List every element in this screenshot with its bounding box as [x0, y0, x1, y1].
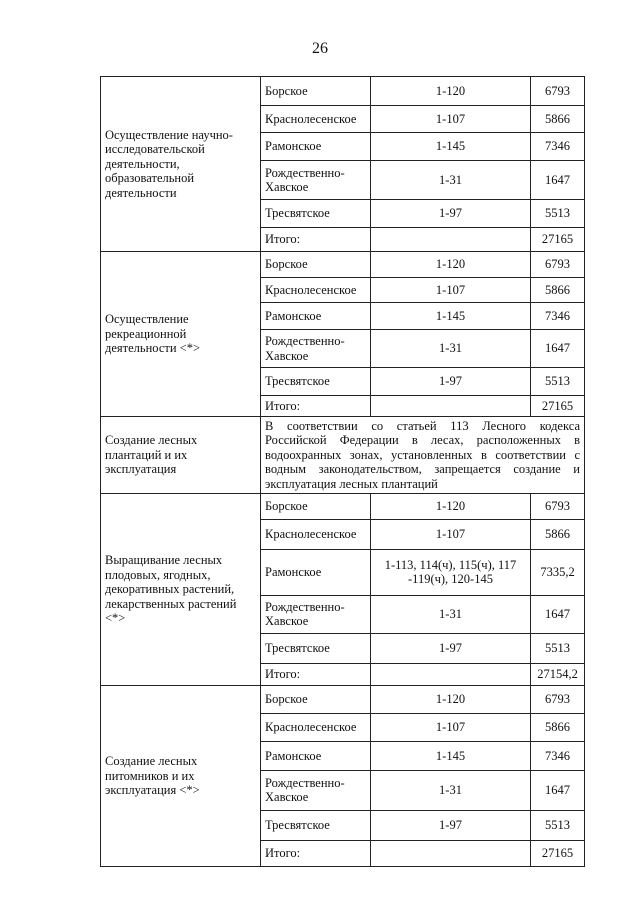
area-cell: 5866 [531, 713, 585, 741]
area-cell: 5513 [531, 633, 585, 663]
quarters-cell [371, 663, 531, 685]
area-cell: 6793 [531, 252, 585, 278]
area-cell: 1647 [531, 595, 585, 633]
forestry-cell: Рождественно-Хавское [261, 161, 371, 200]
activity-cell: Создание лесных питомников и их эксплуатация <*> [101, 685, 261, 866]
note-cell: В соответствии со статьей 113 Лесного кодекса Российской Федерации в лесах, расположенных в водоохранных зонах, установленных в соответствии с водным законодательством, запрещается создание и эксплуатация лесных плантаций [261, 417, 585, 494]
quarters-cell: 1-120 [371, 493, 531, 519]
quarters-cell: 1-120 [371, 252, 531, 278]
page-number: 26 [312, 40, 328, 57]
table-row [101, 417, 585, 494]
forestry-cell: Тресвятское [261, 810, 371, 840]
area-cell: 7346 [531, 303, 585, 330]
area-cell: 5513 [531, 368, 585, 396]
activity-cell: Создание лесных плантаций и их эксплуатация [101, 417, 261, 494]
area-cell: 1647 [531, 330, 585, 368]
table-row [101, 493, 585, 519]
forestry-cell: Краснолесенское [261, 519, 371, 549]
forestry-cell: Рамонское [261, 303, 371, 330]
quarters-cell: 1-31 [371, 770, 531, 810]
forestry-cell: Тресвятское [261, 200, 371, 228]
total-area: 27154,2 [531, 663, 585, 685]
forestry-cell: Борское [261, 252, 371, 278]
quarters-cell: 1-145 [371, 133, 531, 161]
table-row [101, 252, 585, 278]
quarters-cell: 1-113, 114(ч), 115(ч), 117 -119(ч), 120-145 [371, 549, 531, 595]
total-area: 27165 [531, 840, 585, 866]
forestry-cell: Краснолесенское [261, 106, 371, 133]
area-cell: 1647 [531, 161, 585, 200]
forestry-cell: Краснолесенское [261, 278, 371, 303]
area-cell: 5866 [531, 278, 585, 303]
area-cell: 5513 [531, 810, 585, 840]
quarters-cell: 1-31 [371, 330, 531, 368]
total-area: 27165 [531, 396, 585, 417]
forestry-cell: Рамонское [261, 133, 371, 161]
total-label: Итого: [261, 663, 371, 685]
quarters-cell: 1-145 [371, 303, 531, 330]
quarters-cell: 1-107 [371, 106, 531, 133]
quarters-cell [371, 396, 531, 417]
quarters-cell [371, 228, 531, 252]
forestry-cell: Рождественно-Хавское [261, 330, 371, 368]
activity-cell: Осуществление рекреационной деятельности <*> [101, 252, 261, 417]
quarters-cell: 1-97 [371, 810, 531, 840]
forestry-cell: Борское [261, 685, 371, 713]
quarters-cell: 1-120 [371, 685, 531, 713]
forestry-cell: Рождественно-Хавское [261, 770, 371, 810]
area-cell: 5866 [531, 106, 585, 133]
forestry-cell: Тресвятское [261, 368, 371, 396]
quarters-cell: 1-31 [371, 161, 531, 200]
quarters-cell: 1-145 [371, 741, 531, 770]
quarters-cell: 1-107 [371, 713, 531, 741]
table-row [101, 77, 585, 106]
area-cell: 7346 [531, 741, 585, 770]
activity-cell: Выращивание лесных плодовых, ягодных, декоративных растений, лекарственных растений <*> [101, 493, 261, 685]
area-cell: 1647 [531, 770, 585, 810]
forestry-cell: Рождественно-Хавское [261, 595, 371, 633]
total-label: Итого: [261, 840, 371, 866]
activity-cell: Осуществление научно-исследовательской деятельности, образовательной деятельности [101, 77, 261, 252]
area-cell: 6793 [531, 493, 585, 519]
forestry-cell: Рамонское [261, 549, 371, 595]
quarters-cell: 1-97 [371, 368, 531, 396]
quarters-cell: 1-120 [371, 77, 531, 106]
forestry-cell: Рамонское [261, 741, 371, 770]
quarters-cell: 1-31 [371, 595, 531, 633]
area-cell: 5866 [531, 519, 585, 549]
total-area: 27165 [531, 228, 585, 252]
area-cell: 5513 [531, 200, 585, 228]
total-label: Итого: [261, 396, 371, 417]
quarters-cell: 1-97 [371, 200, 531, 228]
area-cell: 7335,2 [531, 549, 585, 595]
quarters-cell: 1-107 [371, 519, 531, 549]
quarters-cell: 1-107 [371, 278, 531, 303]
forestry-cell: Краснолесенское [261, 713, 371, 741]
area-cell: 7346 [531, 133, 585, 161]
forestry-cell: Борское [261, 77, 371, 106]
forest-use-table [100, 76, 585, 867]
quarters-cell [371, 840, 531, 866]
area-cell: 6793 [531, 77, 585, 106]
table-row [101, 685, 585, 713]
quarters-cell: 1-97 [371, 633, 531, 663]
forestry-cell: Тресвятское [261, 633, 371, 663]
total-label: Итого: [261, 228, 371, 252]
forestry-cell: Борское [261, 493, 371, 519]
area-cell: 6793 [531, 685, 585, 713]
